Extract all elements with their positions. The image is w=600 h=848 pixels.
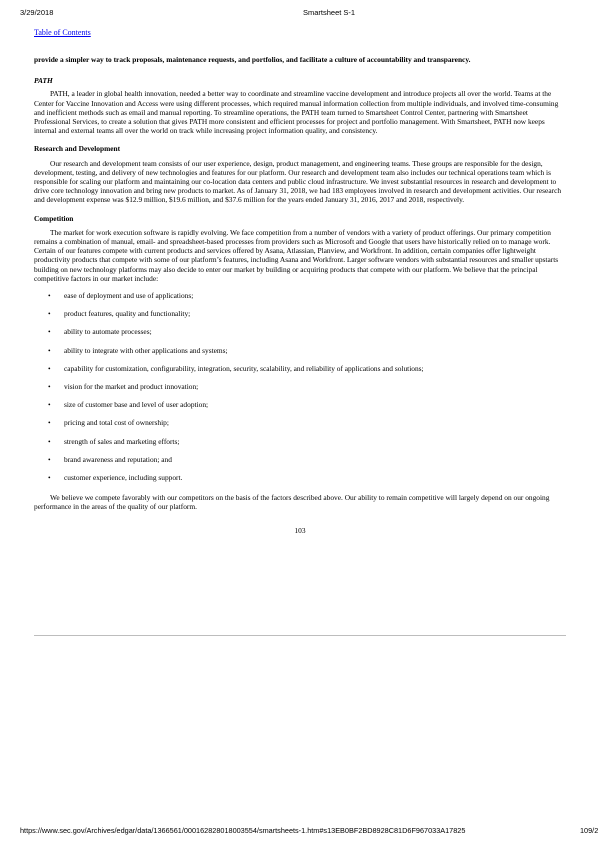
closing-paragraph: We believe we compete favorably with our competitors on the basis of the factors described above. Our ability to remain competitive will largely depend on our ongoing performance in the areas of the quality of our platform.	[34, 493, 550, 512]
intro-paragraph: provide a simpler way to track proposals, maintenance requests, and portfolios, and facilitate a culture of accountability and transparency.	[34, 55, 471, 64]
bullet: •	[48, 436, 51, 446]
list-item: • customer experience, including support.	[48, 472, 183, 482]
bullet: •	[48, 472, 51, 482]
bullet: •	[48, 418, 51, 428]
list-item: • strength of sales and marketing efforts;	[48, 436, 180, 446]
page-divider	[34, 635, 566, 636]
bullet: •	[48, 400, 51, 410]
rd-heading: Research and Development	[34, 144, 121, 154]
bullet: •	[48, 309, 51, 319]
page-content	[34, 55, 566, 535]
bullet: •	[48, 345, 51, 355]
list-item: • vision for the market and product innovation;	[48, 382, 199, 391]
list-item: • ease of deployment and use of applications;	[48, 291, 194, 301]
list-item: • pricing and total cost of ownership;	[48, 418, 169, 428]
list-item: • size of customer base and level of user adoption;	[48, 400, 209, 410]
bullet: •	[48, 382, 51, 391]
competition-heading: Competition	[34, 213, 74, 223]
list-item: • brand awareness and reputation; and	[48, 454, 172, 464]
list-item: • ability to integrate with other applications and systems;	[48, 345, 228, 355]
footer-url: https://www.sec.gov/Archives/edgar/data/1366561/000162828018003554/smartsheets-1.htm#s13EB0BF2BD8928C81D6F967033A17825	[20, 826, 466, 835]
competitive-factors-list	[34, 291, 566, 491]
list-item: • ability to automate processes;	[48, 327, 152, 337]
print-date: 3/29/2018	[20, 8, 54, 17]
path-heading: PATH	[34, 76, 53, 86]
bullet: •	[48, 363, 51, 373]
list-item: • capability for customization, configurability, integration, security, scalability, and reliability of applications and solutions;	[48, 363, 424, 373]
bullet: •	[48, 291, 51, 301]
list-item: • product features, quality and functionality;	[48, 309, 191, 319]
bullet: •	[48, 327, 51, 337]
path-paragraph: PATH, a leader in global health innovation, needed a better way to coordinate and streamline vaccine development and introduce projects all over the world. Teams at the Center for Vaccine Innovation and Access were using different processes, which required manual information collection from multiple individuals, and involved time-consuming and inefficient methods such as email and manual reporting. To streamline operations, the PATH team turned to Smartsheet Control Center, partnering with Smartsheet Professional Services, to create a solution that gives PATH more consistent and efficient processes for project and portfolio management. With Smartsheet, PATH now keeps internal and external teams all over the world on track while increasing project information quality, and consistency.	[34, 89, 559, 136]
document-title: Smartsheet S-1	[303, 8, 356, 17]
rd-paragraph: Our research and development team consists of our user experience, design, product management, and engineering teams. These groups are responsible for the design, development, testing, and delivery of new technologies and features for our platform. Our research and development team also includes our technical operations team which is responsible for scaling our platform and maintaining our co-location data centers and public cloud infrastructure. We invest substantial resources in research and development to drive core technology innovation and bring new products to market. As of January 31, 2018, we had 183 employees involved in research and development activities. Our research and development expense was $12.9 million, $19.6 million, and $37.6 million for the years ended January 31, 2016, 2017 and 2018, respectively.	[34, 158, 562, 205]
footer-page-count: 109/2	[580, 826, 599, 835]
competition-paragraph: The market for work execution software is rapidly evolving. We face competition from a number of vendors with a variety of product offerings. Our primary competition remains a combination of manual, email- and spreadsheet-based processes from providers such as Microsoft and Google that users have historically relied on to manage work. Certain of our features compete with current products and services offered by Asana, Atlassian, Planview, and Workfront. In addition, certain companies offer lightweight productivity products that compete with some of our platform’s features, including Asana and Workfront. Larger software vendors with substantial resources and smaller upstarts building on new technology platforms may also decide to enter our market by building or acquiring products that compete with our platform. We believe that the principal competitive factors in our market include:	[34, 227, 559, 283]
page-number: 103	[294, 525, 306, 535]
bullet: •	[48, 454, 51, 464]
table-of-contents-link[interactable]: Table of Contents	[34, 28, 91, 37]
